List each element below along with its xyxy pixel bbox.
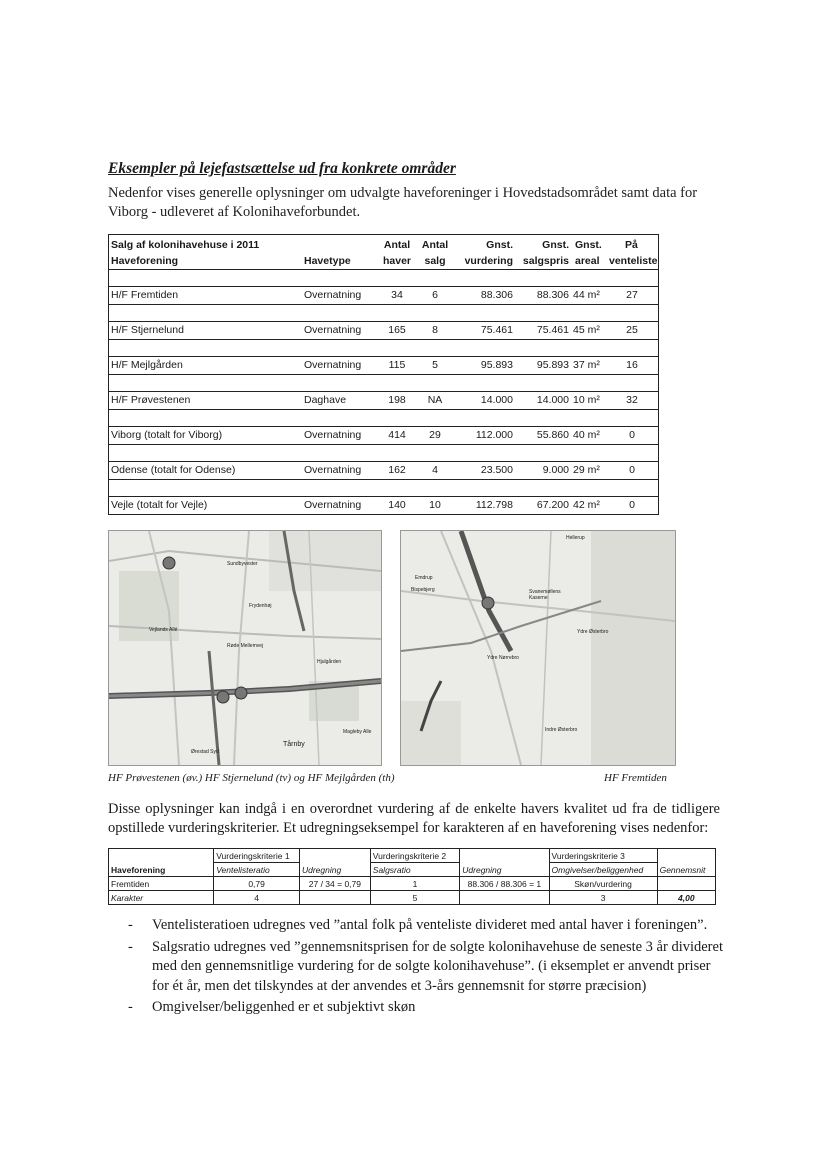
map-label: Sundbyvester [227,561,258,567]
map-label: Frydenhøj [249,603,272,609]
row-salg: 5 [432,359,438,371]
row-salg: 4 [432,464,438,476]
row-areal: 29 m² [573,464,600,476]
map-label: Svanemøllens Kaserne [529,589,561,601]
table-row [109,849,716,863]
col-antal-haver-2: haver [382,255,412,267]
row-name: Odense (totalt for Odense) [111,464,236,476]
row-salgspris: 55.860 [536,429,569,441]
row-type: Overnatning [304,464,362,476]
cell: Fremtiden [109,877,214,891]
table-title: Salg af kolonihavehuse i 2011 [111,239,260,251]
cell [460,891,549,905]
row-name: H/F Mejlgården [111,359,183,371]
cell: Karakter [109,891,214,905]
list-item-text: Salgsratio udregnes ved ”gennemsnitsprisen for de solgte kolonihavehuse de seneste 3 år divideret med den gennemsnitlige vurdering for de solgte kolonihavehuse”. (i eksemplet er anvendt priser for ét år, men det tilskyndes at der anvendes et 3-års gennemsnit for større præcision) [152,938,723,994]
cell: Gennemsnit [657,863,715,877]
row-salg: 6 [432,289,438,301]
map-label: Hellerup [566,535,585,541]
col-venteliste-2: venteliste [609,255,658,267]
row-areal: 37 m² [573,359,600,371]
row-venteliste: 0 [629,464,635,476]
row-salg: 10 [429,499,441,511]
row-salg: NA [427,394,443,406]
row-vurdering: 112.798 [475,499,513,511]
map-label: Vejlands Allé [149,627,178,633]
map-right-graphic [401,531,675,765]
intro-paragraph: Nedenfor vises generelle oplysninger om udvalgte haveforeninger i Hovedstadsområdet samt data for Viborg - udleveret af Kolonihaveforbundet. [108,185,698,220]
map-label: Indre Østerbro [545,727,578,733]
row-venteliste: 32 [626,394,638,406]
table-row [109,339,658,374]
col-gnst-salgspris-2: salgspris [522,255,569,267]
table-row [109,444,658,479]
cell: 5 [370,891,459,905]
cell: Vurderingskriterie 1 [214,849,300,863]
row-type: Overnatning [304,359,362,371]
cell [657,877,715,891]
table-row [109,269,658,304]
col-venteliste-1: På [625,239,638,251]
table-row [109,479,658,514]
col-havetype: Havetype [304,255,351,267]
row-type: Overnatning [304,429,362,441]
caption-left: HF Prøvestenen (øv.) HF Stjernelund (tv) og HF Mejlgården (th) [108,772,395,784]
map-label: Bispebjerg [411,587,435,593]
cell [299,849,370,863]
row-salgspris: 88.306 [536,289,569,301]
col-gnst-salgspris-1: Gnst. [542,239,569,251]
evaluation-paragraph: Disse oplysninger kan indgå i en overordnet vurdering af de enkelte havers kvalitet ud fra de tidligere opstillede vurderingskriterier. Et udregningseksempel for karakteren af en haveforening vises nedenfor: [108,801,720,836]
map-left[interactable] [108,530,382,766]
cell: Omgivelser/beliggenhed [549,863,657,877]
list-item: - Omgivelser/beliggenhed er et subjektivt skøn [128,999,416,1015]
cell: Udregning [460,863,549,877]
cell: 0,79 [214,877,300,891]
table-header [109,235,658,269]
map-label: Røde Mellemvej [227,643,264,649]
map-label: Ydre Nørrebro [487,655,519,661]
cell [109,849,214,863]
row-name: H/F Prøvestenen [111,394,191,406]
row-name: H/F Stjernelund [111,324,184,336]
map-label: Hjulgården [317,659,342,665]
cell: Skøn/vurdering [549,877,657,891]
table-row [109,304,658,339]
list-item: - Salgsratio udregnes ved ”gennemsnitsprisen for de solgte kolonihavehuse de seneste 3 år divideret med den gennemsnitlige vurdering for de solgte kolonihavehuse”. (i eksemplet er anvendt priser for ét år, men det tilskyndes at der anvendes et 3-års gennemsnit for større præcision) [128,938,723,994]
row-areal: 40 m² [573,429,600,441]
cell [657,849,715,863]
cell: 4,00 [657,891,715,905]
row-venteliste: 27 [626,289,638,301]
row-areal: 42 m² [573,499,600,511]
table-row [109,374,658,409]
row-haver: 115 [388,359,406,371]
cell [460,849,549,863]
map-label: Magleby Alle [343,729,372,735]
row-haver: 34 [391,289,403,301]
list-item-text: Ventelisteratioen udregnes ved ”antal folk på venteliste divideret med antal haver i foreningen”. [152,917,708,933]
cell: 4 [214,891,300,905]
row-salg: 29 [429,429,441,441]
row-salgspris: 14.000 [536,394,569,406]
row-salgspris: 9.000 [542,464,569,476]
row-vurdering: 14.000 [480,394,513,406]
row-type: Daghave [304,394,347,406]
col-gnst-areal-1: Gnst. [575,239,602,251]
row-salg: 8 [432,324,438,336]
row-name: Vejle (totalt for Vejle) [111,499,208,511]
row-venteliste: 0 [629,429,635,441]
calculation-table [108,848,716,905]
row-vurdering: 112.000 [475,429,513,441]
col-antal-haver-1: Antal [383,239,411,251]
row-salgspris: 67.200 [536,499,569,511]
cell: Udregning [299,863,370,877]
col-gnst-areal-2: areal [575,255,600,267]
row-salgspris: 75.461 [536,324,569,336]
cell: Haveforening [109,863,214,877]
caption-right: HF Fremtiden [604,772,667,784]
list-item: - Ventelisteratioen udregnes ved ”antal folk på venteliste divideret med antal haver i foreningen”. [128,917,708,933]
row-type: Overnatning [304,324,362,336]
row-areal: 10 m² [573,394,600,406]
row-haver: 198 [388,394,406,406]
sales-table [108,234,659,515]
col-antal-salg-2: salg [424,255,446,267]
col-gnst-vurdering-2: vurdering [464,255,513,267]
row-haver: 414 [388,429,406,441]
bullet-list [128,916,728,1020]
row-haver: 162 [388,464,406,476]
map-right[interactable] [400,530,676,766]
table-row [109,891,716,905]
row-type: Overnatning [304,289,362,301]
row-vurdering: 23.500 [480,464,513,476]
table-row [109,409,658,444]
cell: 27 / 34 = 0,79 [299,877,370,891]
map-label: Ydre Østerbro [577,629,609,635]
row-type: Overnatning [304,499,362,511]
map-label: Emdrup [415,575,433,581]
cell: Vurderingskriterie 2 [370,849,459,863]
row-vurdering: 95.893 [480,359,513,371]
cell: Vurderingskriterie 3 [549,849,657,863]
map-label: Ørestad Syd [191,749,219,755]
row-haver: 140 [388,499,406,511]
row-name: H/F Fremtiden [111,289,179,301]
cell: 1 [370,877,459,891]
cell: 88.306 / 88.306 = 1 [460,877,549,891]
cell: 3 [549,891,657,905]
page-heading: Eksempler på lejefastsættelse ud fra konkrete områder [108,160,456,177]
row-areal: 44 m² [573,289,600,301]
list-item-text: Omgivelser/beliggenhed er et subjektivt skøn [152,999,416,1015]
row-vurdering: 75.461 [480,324,513,336]
row-venteliste: 25 [626,324,638,336]
row-haver: 165 [388,324,406,336]
row-areal: 45 m² [573,324,600,336]
row-venteliste: 0 [629,499,635,511]
col-gnst-vurdering-1: Gnst. [486,239,513,251]
row-vurdering: 88.306 [480,289,513,301]
row-salgspris: 95.893 [536,359,569,371]
table-row [109,877,716,891]
cell [299,891,370,905]
col-haveforening: Haveforening [111,255,179,267]
table-row [109,863,716,877]
row-name: Viborg (totalt for Viborg) [111,429,223,441]
cell: Ventelisteratio [214,863,300,877]
col-antal-salg-1: Antal [421,239,449,251]
cell: Salgsratio [370,863,459,877]
row-venteliste: 16 [626,359,638,371]
map-label: Tårnby [283,741,305,748]
